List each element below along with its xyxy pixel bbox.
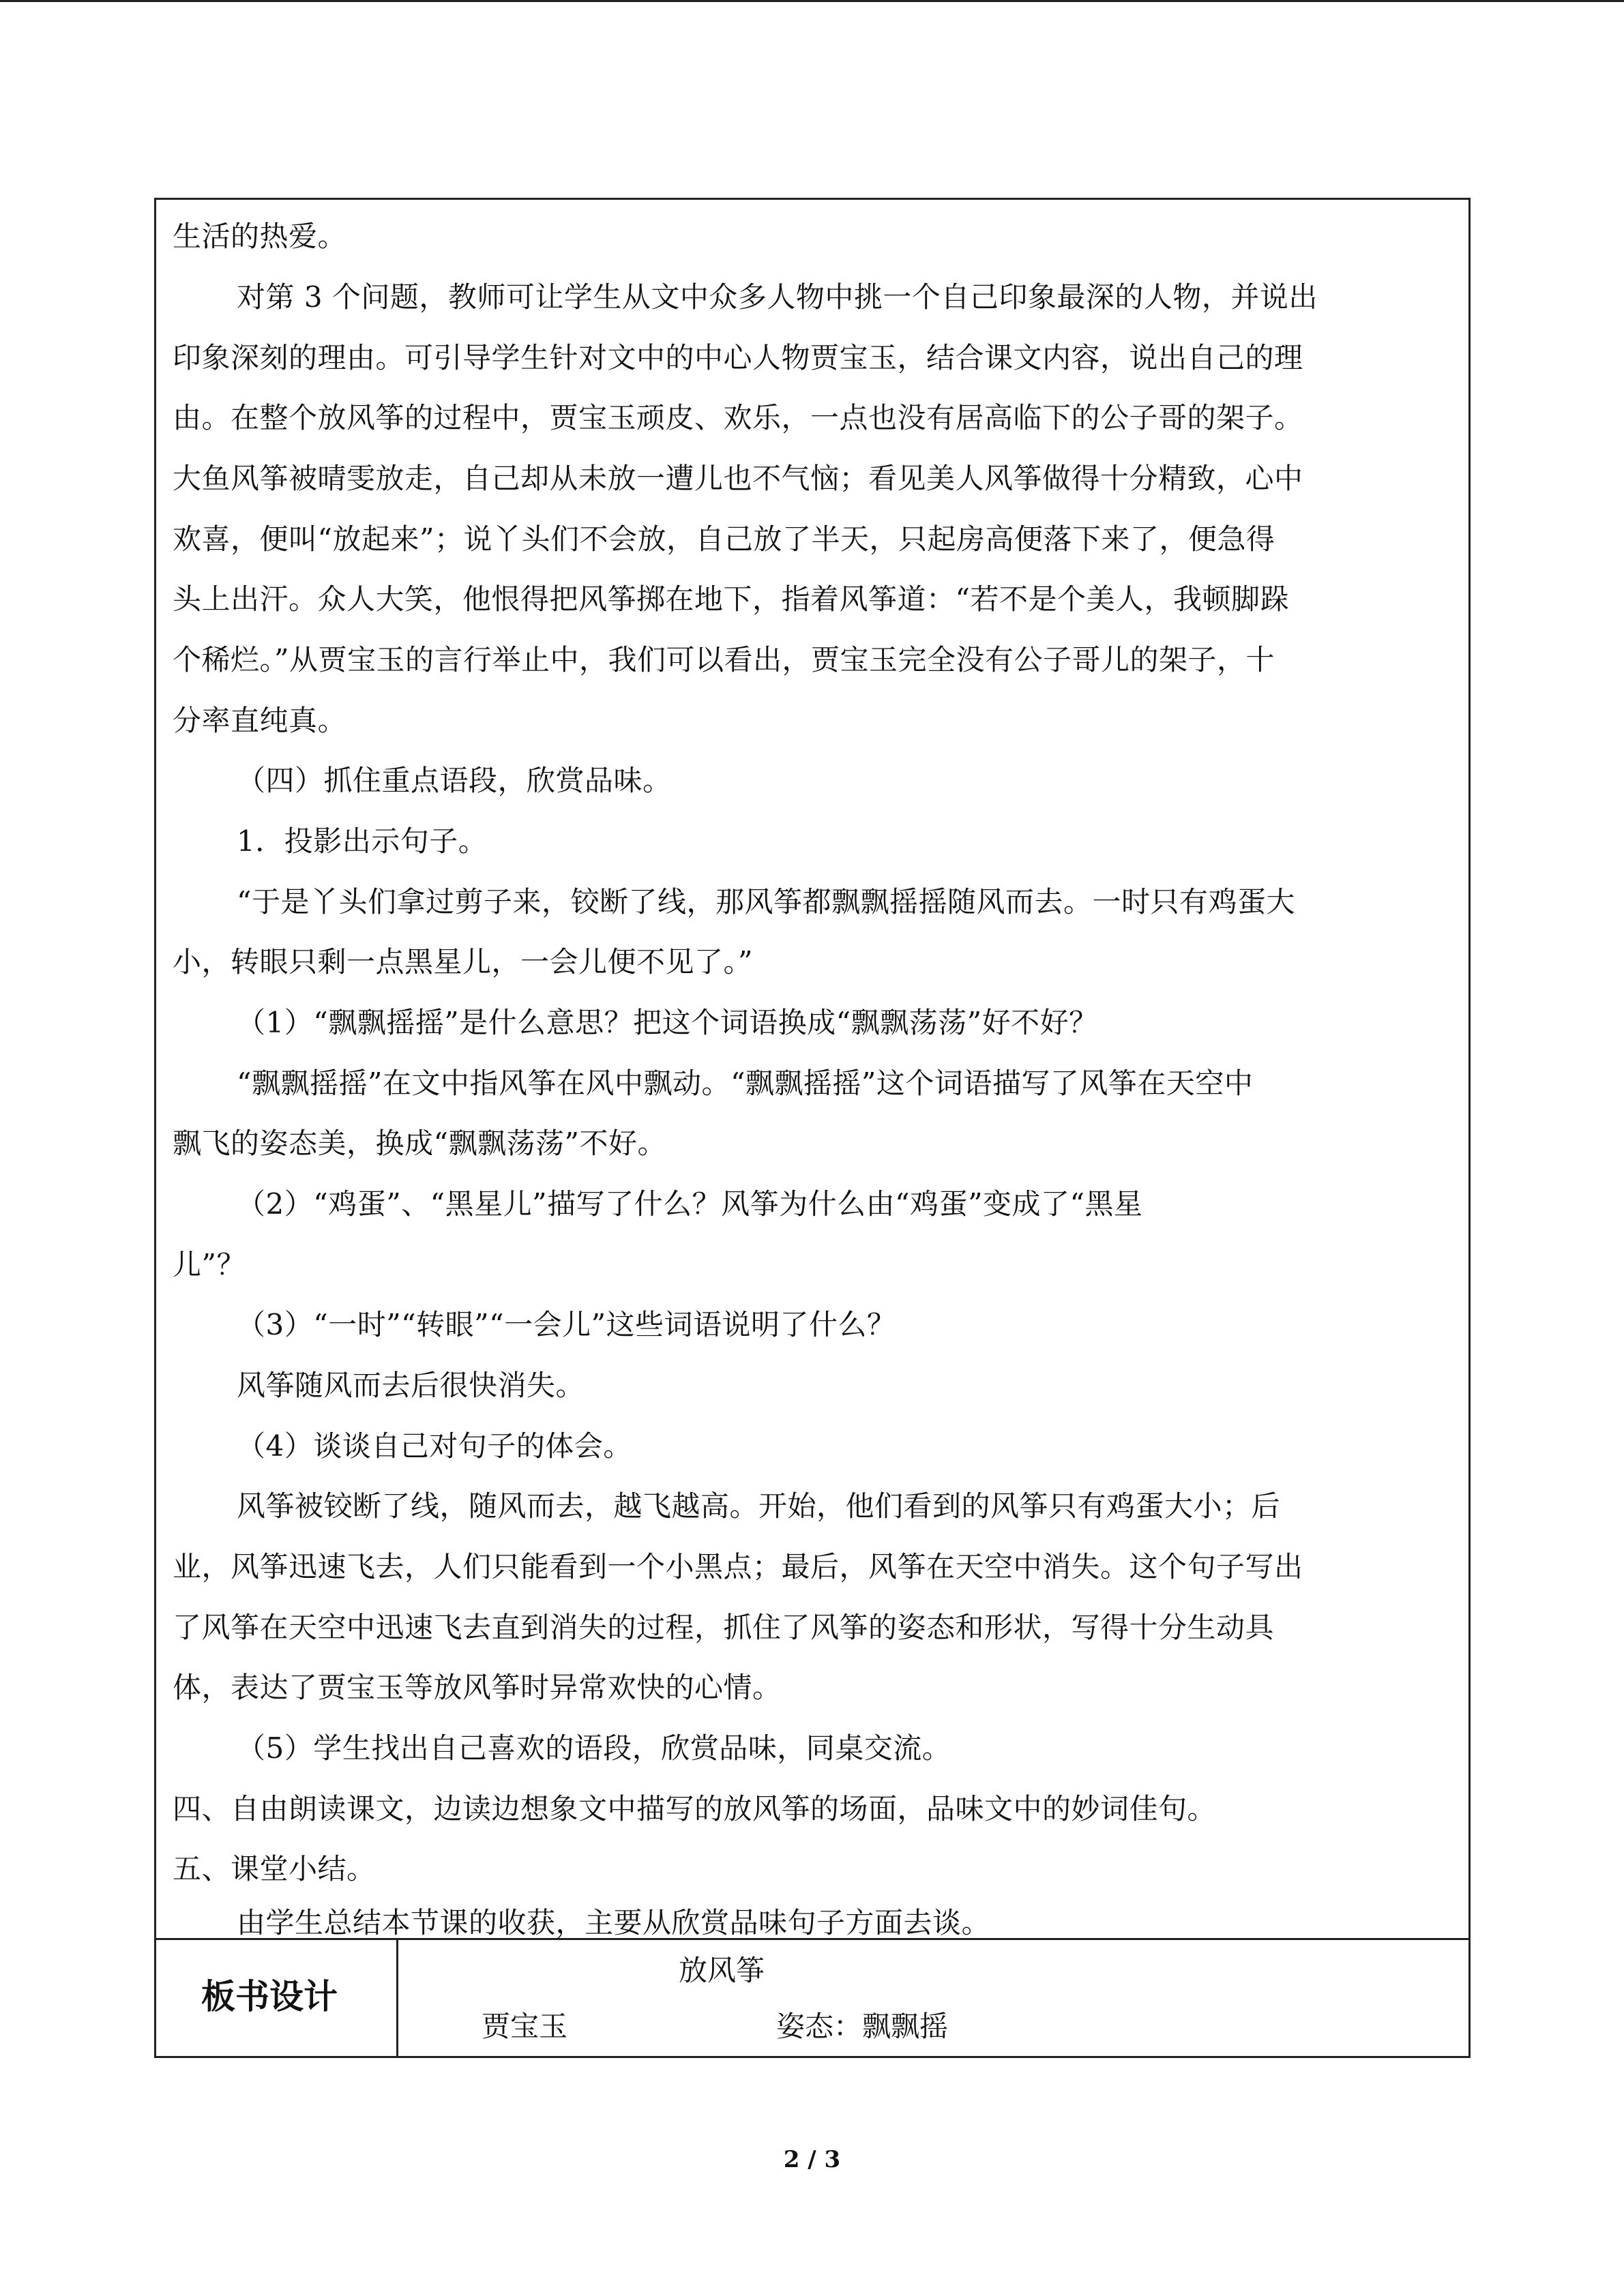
board-design-label-cell: [156, 1938, 398, 2056]
text-line: “于是丫头们拿过剪子来，铰断了线，那风筝都飘飘摇摇随风而去。一时只有鸡蛋大: [237, 885, 1295, 919]
text-line: 风筝随风而去后很快消失。: [237, 1369, 585, 1402]
text-line: 了风筝在天空中迅速飞去直到消失的过程，抓住了风筝的姿态和形状，写得十分生动具: [173, 1611, 1275, 1644]
text-line: 欢喜，便叫“放起来”；说丫头们不会放，自己放了半天，只起房高便落下来了，便急得: [173, 522, 1275, 556]
text-line: （4）谈谈自己对句子的体会。: [237, 1429, 632, 1463]
text-line: 四、自由朗读课文，边读边想象文中描写的放风筝的场面，品味文中的妙词佳句。: [173, 1792, 1217, 1825]
lesson-plan-table: [154, 198, 1471, 2058]
text-line: （1）“飘飘摇摇”是什么意思？把这个词语换成“飘飘荡荡”好不好？: [237, 1006, 1098, 1039]
text-line: “飘飘摇摇”在文中指风筝在风中飘动。“飘飘摇摇”这个词语描写了风筝在天空中: [237, 1067, 1254, 1100]
page-number: 2 / 3: [783, 2146, 841, 2173]
text-line: （2）“鸡蛋”、“黑星儿”描写了什么？风筝为什么由“鸡蛋”变成了“黑星: [237, 1187, 1143, 1221]
text-line: 1．投影出示句子。: [237, 824, 488, 858]
board-title: 放风筝: [679, 1954, 765, 1987]
text-line: 儿”？: [173, 1248, 246, 1281]
text-line: 由学生总结本节课的收获，主要从欣赏品味句子方面去谈。: [237, 1906, 991, 1939]
text-line: 印象深刻的理由。可引导学生针对文中的中心人物贾宝玉，结合课文内容，说出自己的理: [173, 341, 1303, 374]
lesson-content-cell: [156, 200, 1468, 1940]
text-line: 对第 3 个问题，教师可让学生从文中众多人物中挑一个自己印象最深的人物，并说出: [237, 280, 1318, 314]
text-line: 飘飞的姿态美，换成“飘飘荡荡”不好。: [173, 1127, 666, 1160]
text-line: 分率直纯真。: [173, 704, 347, 737]
text-line: （3）“一时”“转眼”“一会儿”这些词语说明了什么？: [237, 1308, 896, 1341]
text-line: 生活的热爱。: [173, 220, 347, 253]
text-line: 大鱼风筝被晴雯放走，自己却从未放一遭儿也不气恼；看见美人风筝做得十分精致，心中: [173, 462, 1303, 495]
text-line: 风筝被铰断了线，随风而去，越飞越高。开始，他们看到的风筝只有鸡蛋大小；后: [237, 1489, 1281, 1523]
text-line: 体，表达了贾宝玉等放风筝时异常欢快的心情。: [173, 1671, 782, 1704]
board-character: 贾宝玉: [482, 2010, 568, 2043]
text-line: 头上出汗。众人大笑，他恨得把风筝掷在地下，指着风筝道：“若不是个美人，我顿脚跺: [173, 582, 1289, 616]
text-line: 五、课堂小结。: [173, 1852, 376, 1885]
text-line: 个稀烂。”从贾宝玉的言行举止中，我们可以看出，贾宝玉完全没有公子哥儿的架子，十: [173, 643, 1275, 676]
text-line: （四）抓住重点语段，欣赏品味。: [237, 764, 672, 797]
text-line: 由。在整个放风筝的过程中，贾宝玉顽皮、欢乐，一点也没有居高临下的公子哥的架子。: [173, 401, 1303, 434]
text-line: （5）学生找出自己喜欢的语段，欣赏品味，同桌交流。: [237, 1731, 951, 1765]
text-line: 小，转眼只剩一点黑星儿，一会儿便不见了。”: [173, 945, 753, 979]
board-posture: 姿态：飘飘摇: [776, 2010, 949, 2043]
board-design-label: 板书设计: [201, 1976, 338, 2016]
text-line: 业，风筝迅速飞去，人们只能看到一个小黑点；最后，风筝在天空中消失。这个句子写出: [173, 1550, 1303, 1583]
top-rule: [0, 0, 1624, 2]
